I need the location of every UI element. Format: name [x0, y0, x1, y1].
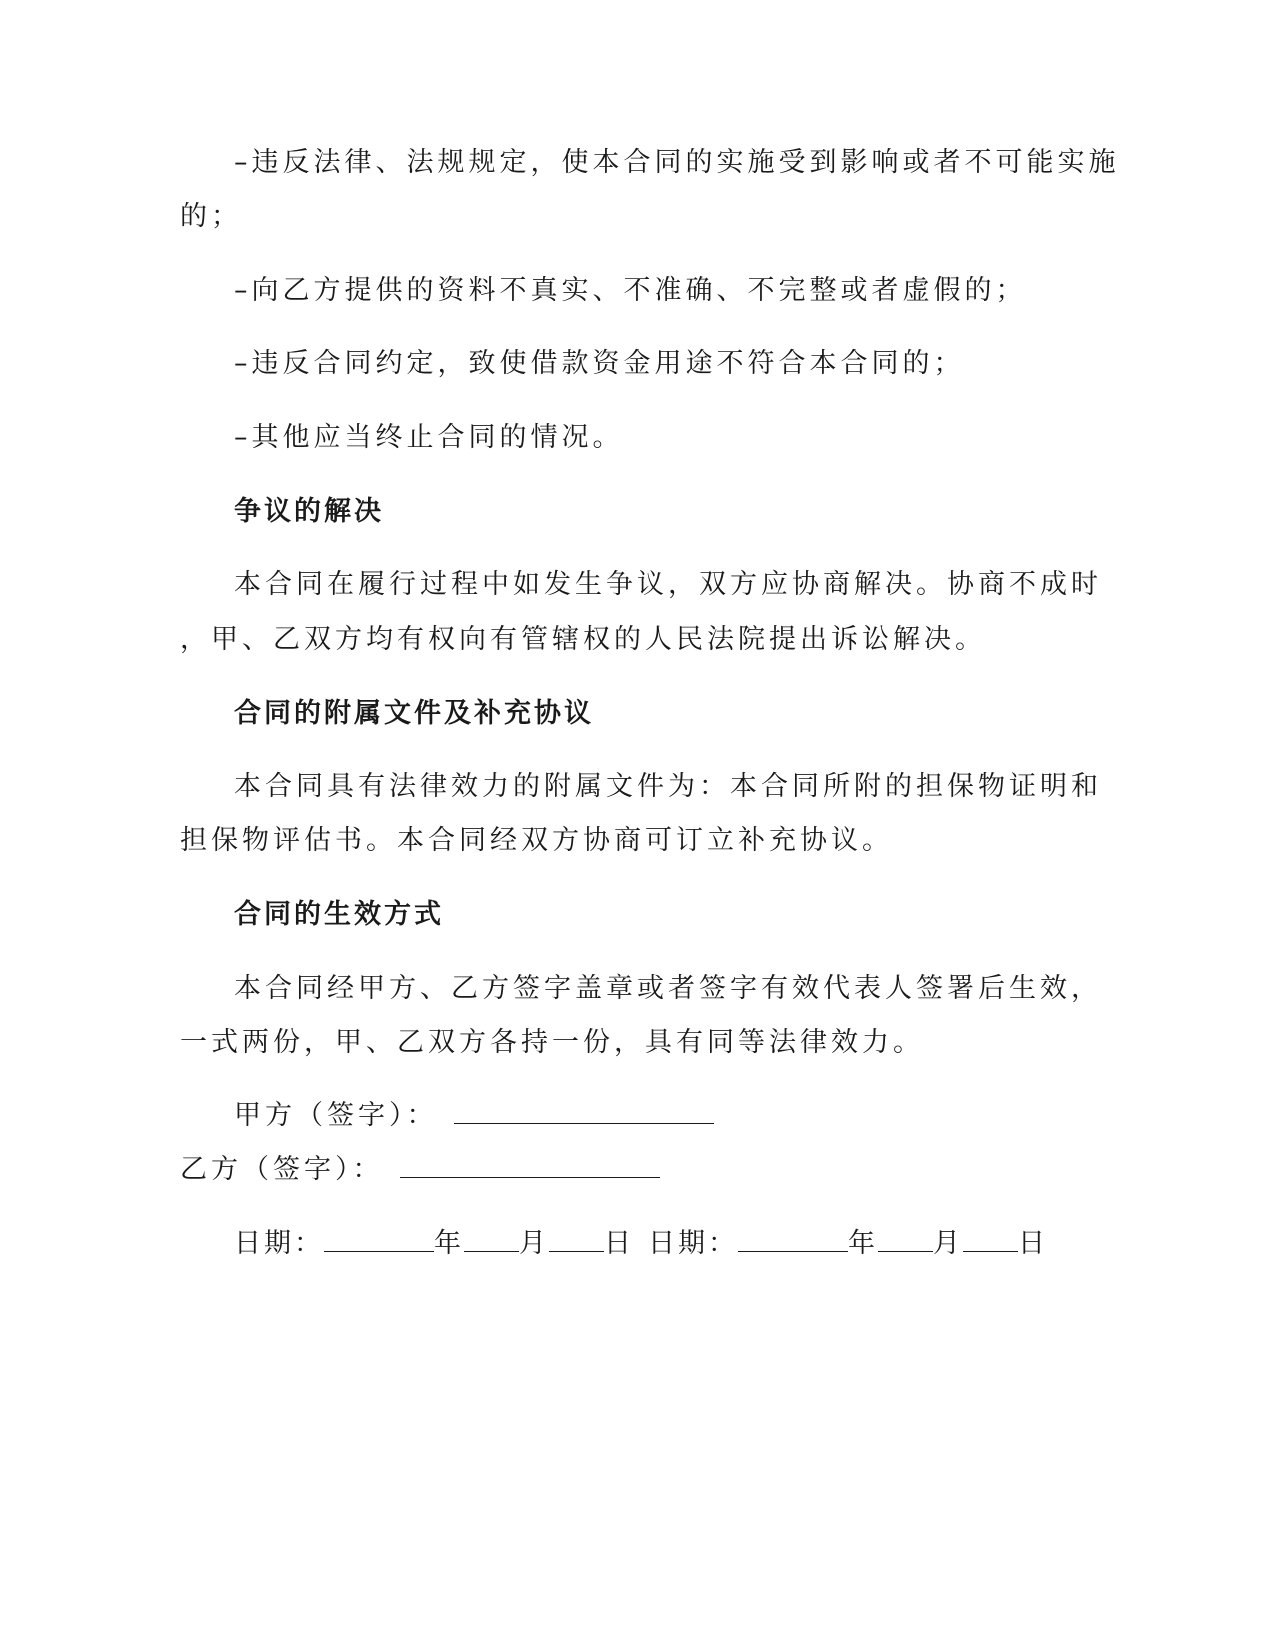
party-a-day-field[interactable] — [549, 1227, 604, 1252]
party-b-date-label: 日期： — [648, 1228, 738, 1259]
dispute-paragraph-line-1: 本合同在履行过程中如发生争议，双方应协商解决。协商不成时 — [234, 569, 1102, 600]
party-b-label: 乙方（签字）： — [180, 1154, 384, 1185]
effectiveness-paragraph-line-2: 一式两份，甲、乙双方各持一份，具有同等法律效力。 — [180, 1027, 924, 1058]
date-row — [234, 1226, 1048, 1262]
party-b-signature-field[interactable] — [400, 1153, 660, 1178]
dispute-heading: 争议的解决 — [234, 496, 384, 527]
party-b-year-field[interactable] — [738, 1227, 848, 1252]
termination-item-4: –其他应当终止合同的情况。 — [234, 422, 624, 453]
attachments-paragraph-line-2: 担保物评估书。本合同经双方协商可订立补充协议。 — [180, 825, 893, 856]
effectiveness-heading: 合同的生效方式 — [234, 899, 444, 930]
party-b-year-label: 年 — [848, 1228, 878, 1259]
party-a-year-field[interactable] — [324, 1227, 434, 1252]
attachments-paragraph-line-1: 本合同具有法律效力的附属文件为：本合同所附的担保物证明和 — [234, 771, 1102, 802]
termination-item-3: –违反合同约定，致使借款资金用途不符合本合同的； — [234, 348, 965, 379]
party-b-day-field[interactable] — [963, 1227, 1018, 1252]
party-a-date-label: 日期： — [234, 1228, 324, 1259]
party-b-month-field[interactable] — [878, 1227, 933, 1252]
party-a-label: 甲方（签字）： — [234, 1100, 438, 1131]
termination-item-1: –违反法律、法规规定，使本合同的实施受到影响或者不可能实施 — [234, 147, 1120, 178]
party-a-month-label: 月 — [519, 1228, 549, 1259]
party-b-day-label: 日 — [1018, 1228, 1048, 1259]
effectiveness-paragraph-line-1: 本合同经甲方、乙方签字盖章或者签字有效代表人签署后生效， — [234, 973, 1102, 1004]
party-a-day-label: 日 — [604, 1228, 634, 1259]
termination-item-1-cont: 的； — [180, 201, 242, 232]
party-b-signature-row — [180, 1152, 660, 1188]
attachments-heading: 合同的附属文件及补充协议 — [234, 698, 594, 729]
party-a-year-label: 年 — [434, 1228, 464, 1259]
party-a-signature-row — [234, 1098, 714, 1134]
termination-item-2: –向乙方提供的资料不真实、不准确、不完整或者虚假的； — [234, 275, 1027, 306]
party-a-signature-field[interactable] — [454, 1099, 714, 1124]
dispute-paragraph-line-2: ，甲、乙双方均有权向有管辖权的人民法院提出诉讼解决。 — [180, 624, 986, 655]
party-b-month-label: 月 — [933, 1228, 963, 1259]
party-a-month-field[interactable] — [464, 1227, 519, 1252]
